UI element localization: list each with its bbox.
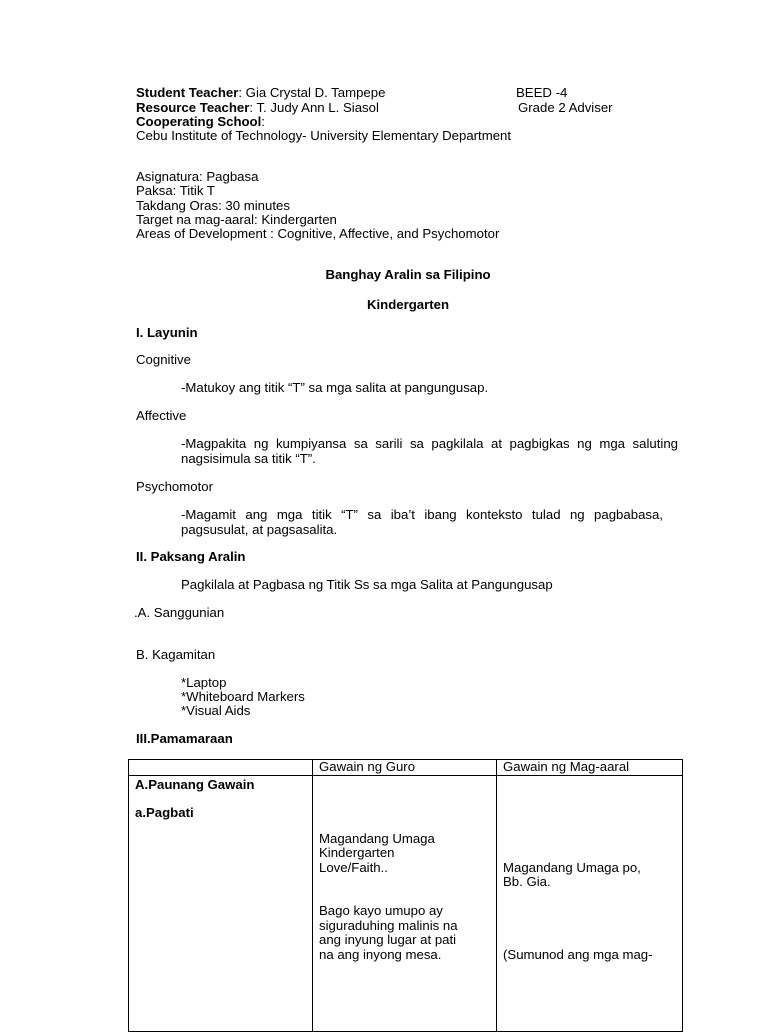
psychomotor-objective: -Magamit ang mga titik “T” sa iba’t ibang konteksto tulad ng pagbabasa, pagsusulat, at pagsasalita.	[181, 507, 663, 537]
subsection-label: a.Pagbati	[135, 805, 194, 820]
cognitive-label: Cognitive	[136, 352, 191, 367]
material-item: *Laptop	[181, 675, 227, 690]
magaaral-line	[503, 919, 676, 934]
affective-label: Affective	[136, 408, 187, 423]
procedure-table	[128, 759, 683, 1032]
table-header-guro: Gawain ng Guro	[313, 760, 497, 776]
document-title: Banghay Aralin sa Filipino	[325, 267, 491, 282]
kagamitan-label: B. Kagamitan	[136, 647, 216, 662]
table-header-row	[129, 760, 683, 776]
magaaral-line	[503, 933, 676, 948]
magaaral-line	[503, 890, 676, 905]
guro-line: Love/Faith..	[319, 859, 388, 875]
guro-line: siguraduhing malinis na	[319, 917, 458, 933]
table-header-magaaral: Gawain ng Mag-aaral	[497, 760, 683, 776]
takdang-oras: Takdang Oras: 30 minutes	[136, 198, 290, 213]
table-row	[129, 775, 683, 1031]
program-label: BEED -4	[516, 85, 568, 100]
guro-line: Bago kayo umupo ay	[319, 903, 443, 918]
magaaral-line: Bb. Gia.	[503, 874, 551, 889]
magaaral-line: Magandang Umaga po,	[503, 859, 641, 875]
table-header-empty	[129, 760, 313, 776]
cooperating-school-label: Cooperating School	[136, 114, 262, 129]
guro-line: na ang inyong mesa.	[319, 946, 442, 962]
cognitive-objective: -Matukoy ang titik “T” sa mga salita at pangungusap.	[181, 380, 489, 395]
guro-line: Kindergarten	[319, 845, 395, 860]
guro-line: ang inyung lugar at pati	[319, 932, 457, 947]
student-teacher-line	[136, 86, 385, 101]
magaaral-line: (Sumunod ang mga mag-	[503, 946, 653, 962]
psychomotor-label: Psychomotor	[136, 479, 213, 494]
sanggunian-label: .A. Sanggunian	[134, 605, 225, 620]
material-item: *Whiteboard Markers	[181, 689, 305, 704]
paksang-aralin-heading: II. Paksang Aralin	[136, 549, 246, 564]
paksa: Paksa: Titik T	[136, 183, 215, 198]
adviser-label: Grade 2 Adviser	[518, 100, 613, 115]
guro-cell	[313, 775, 497, 1031]
guro-line	[319, 875, 490, 890]
guro-line	[319, 890, 490, 905]
affective-objective: -Magpakita ng kumpiyansa sa sarili sa pagkilala at pagbigkas ng mga saluting nagsisimula sa titik “T”.	[181, 436, 678, 466]
school-name: Cebu Institute of Technology- University Elementary Department	[136, 128, 512, 143]
resource-teacher-value: : T. Judy Ann L. Siasol	[249, 100, 379, 115]
layunin-heading: I. Layunin	[136, 325, 198, 340]
areas-of-development: Areas of Development : Cognitive, Affective, and Psychomotor	[136, 226, 500, 241]
guro-line: Magandang Umaga	[319, 830, 435, 846]
student-teacher-value: : Gia Crystal D. Tampepe	[238, 85, 386, 100]
magaaral-line	[503, 904, 676, 919]
material-item: *Visual Aids	[181, 703, 251, 718]
section-label: A.Paunang Gawain	[135, 776, 255, 792]
pamamaraan-heading: III.Pamamaraan	[136, 731, 233, 746]
target-learners: Target na mag-aaral: Kindergarten	[136, 212, 337, 227]
resource-teacher-label: Resource Teacher	[136, 100, 250, 115]
document-subtitle: Kindergarten	[366, 297, 450, 312]
magaaral-cell	[497, 775, 683, 1031]
activity-cell	[129, 775, 313, 1031]
student-teacher-label: Student Teacher	[136, 85, 239, 100]
cooperating-school-colon: :	[261, 114, 265, 129]
paksang-aralin-topic: Pagkilala at Pagbasa ng Titik Ss sa mga Salita at Pangungusap	[181, 577, 553, 592]
asignatura: Asignatura: Pagbasa	[136, 169, 259, 184]
